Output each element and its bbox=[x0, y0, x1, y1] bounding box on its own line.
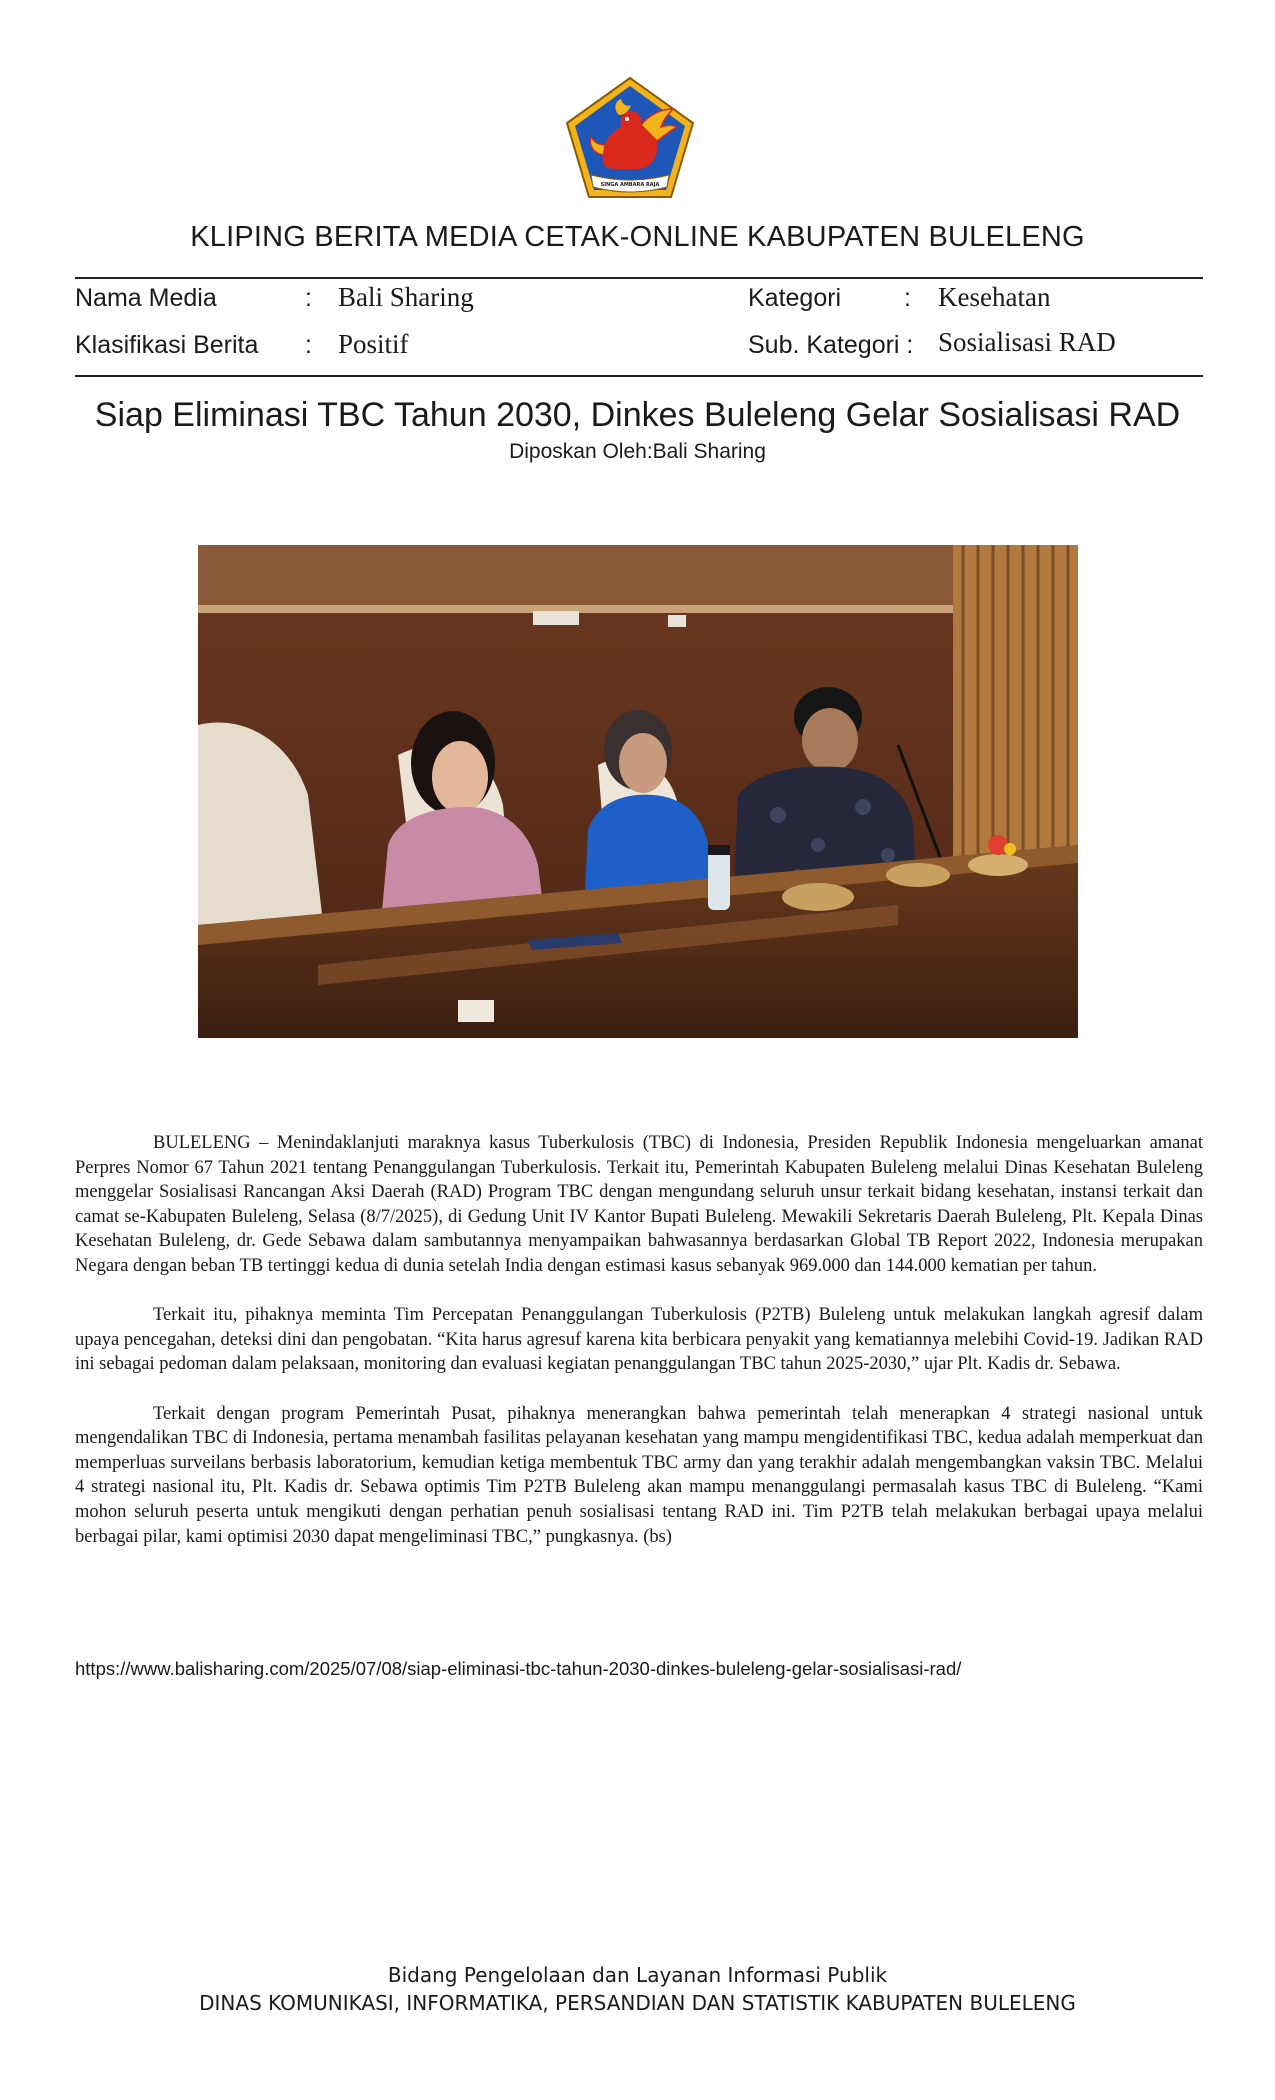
header-bottom-divider bbox=[75, 375, 1203, 377]
article-title: Siap Eliminasi TBC Tahun 2030, Dinkes Buleleng Gelar Sosialisasi RAD bbox=[94, 396, 1181, 434]
kategori-label: Kategori bbox=[748, 284, 842, 312]
crest-emblem-icon bbox=[563, 75, 697, 201]
sub-kategori-label: Sub. Kategori : bbox=[748, 331, 914, 359]
kategori-value: Kesehatan bbox=[938, 282, 1051, 312]
klasifikasi-label: Klasifikasi Berita bbox=[75, 331, 259, 359]
klasifikasi-colon: : bbox=[305, 331, 312, 359]
media-colon: : bbox=[305, 284, 312, 312]
article-paragraph-3: Terkait dengan program Pemerintah Pusat, pihaknya menerangkan bahwa pemerintah telah menerapkan 4 strategi nasional untuk mengendalikan TBC di Indonesia, pertama menambah fasilitas pelayanan kesehatan yang mampu mengidentifikasi TBC, kedua adalah memperkuat dan memperluas surveilans berbasis laboratorium, kemudian ketiga membentuk TBC army dan yang terakhir adalah mengembangkan vaksin TBC. Melalui 4 strategi nasional itu, Plt. Kadis dr. Sebawa optimis Tim P2TB Buleleng akan mampu menanggulangi permasalah kasus TBC di Buleleng. “Kami mohon seluruh peserta untuk mengikuti dengan perhatian penuh sosialisasi tentang RAD ini. Tim P2TB telah melakukan berbagai upaya melalui berbagai pilar, kami optimisi 2030 dapat mengeliminasi TBC,” pungkasnya. (bs) bbox=[75, 1403, 1203, 1547]
source-url-link[interactable]: https://www.balisharing.com/2025/07/08/siap-eliminasi-tbc-tahun-2030-dinkes-buleleng-gelar-sosialisasi-rad/ bbox=[75, 1658, 962, 1679]
meeting-room-photo bbox=[198, 545, 1078, 1038]
klasifikasi-value: Positif bbox=[338, 329, 409, 359]
footer-department: Bidang Pengelolaan dan Layanan Informasi Publik bbox=[387, 1963, 888, 1987]
article-paragraph-1: BULELENG – Menindaklanjuti maraknya kasus Tuberkulosis (TBC) di Indonesia, Presiden Republik Indonesia mengeluarkan amanat Perpres Nomor 67 Tahun 2021 tentang Penanggulangan Tuberkulosis. Terkait itu, Pemerintah Kabupaten Buleleng melalui Dinas Kesehatan Buleleng menggelar Sosialisasi Rancangan Aksi Daerah (RAD) Program TBC dengan mengundang seluruh unsur terkait bidang kesehatan, instansi terkait dan camat se-Kabupaten Buleleng, Selasa (8/7/2025), di Gedung Unit IV Kantor Bupati Buleleng. Mewakili Sekretaris Daerah Buleleng, Plt. Kepala Dinas Kesehatan Buleleng, dr. Gede Sebawa dalam sambutannya menyampaikan bahwasannya berdasarkan Global TB Report 2022, Indonesia merupakan Negara dengan beban TB tertinggi kedua di dunia setelah India dengan estimasi kasus sebanyak 969.000 dan 144.000 kematian per tahun. bbox=[75, 1133, 1203, 1276]
sub-kategori-value: Sosialisasi RAD bbox=[938, 327, 1116, 357]
header-top-divider bbox=[75, 277, 1203, 279]
crest-motto-text: SINGA AMBARA RAJA bbox=[600, 182, 660, 188]
footer-agency: DINAS KOMUNIKASI, INFORMATIKA, PERSANDIAN DAN STATISTIK KABUPATEN BULELENG bbox=[199, 1991, 1076, 2015]
article-body bbox=[75, 1131, 1203, 1574]
media-label: Nama Media bbox=[75, 284, 217, 312]
media-value: Bali Sharing bbox=[338, 282, 474, 312]
kategori-colon: : bbox=[904, 284, 911, 312]
kabupaten-crest-logo bbox=[563, 75, 697, 201]
article-byline: Diposkan Oleh:Bali Sharing bbox=[509, 440, 766, 463]
article-paragraph-2: Terkait itu, pihaknya meminta Tim Percepatan Penanggulangan Tuberkulosis (P2TB) Buleleng untuk melakukan langkah agresif dalam upaya pencegahan, deteksi dini dan pengobatan. “Kita harus agresuf karena kita berbicara penyakit yang kematiannya melebihi Covid-19. Jadikan RAD ini sebagai pedoman dalam pelaksaan, monitoring dan evaluasi kegiatan penanggulangan TBC tahun 2025-2030,” ujar Plt. Kadis dr. Sebawa. bbox=[75, 1305, 1203, 1375]
clipping-header-title: KLIPING BERITA MEDIA CETAK-ONLINE KABUPATEN BULELENG bbox=[190, 221, 1085, 253]
meeting-photo-illustration bbox=[198, 545, 1078, 1038]
